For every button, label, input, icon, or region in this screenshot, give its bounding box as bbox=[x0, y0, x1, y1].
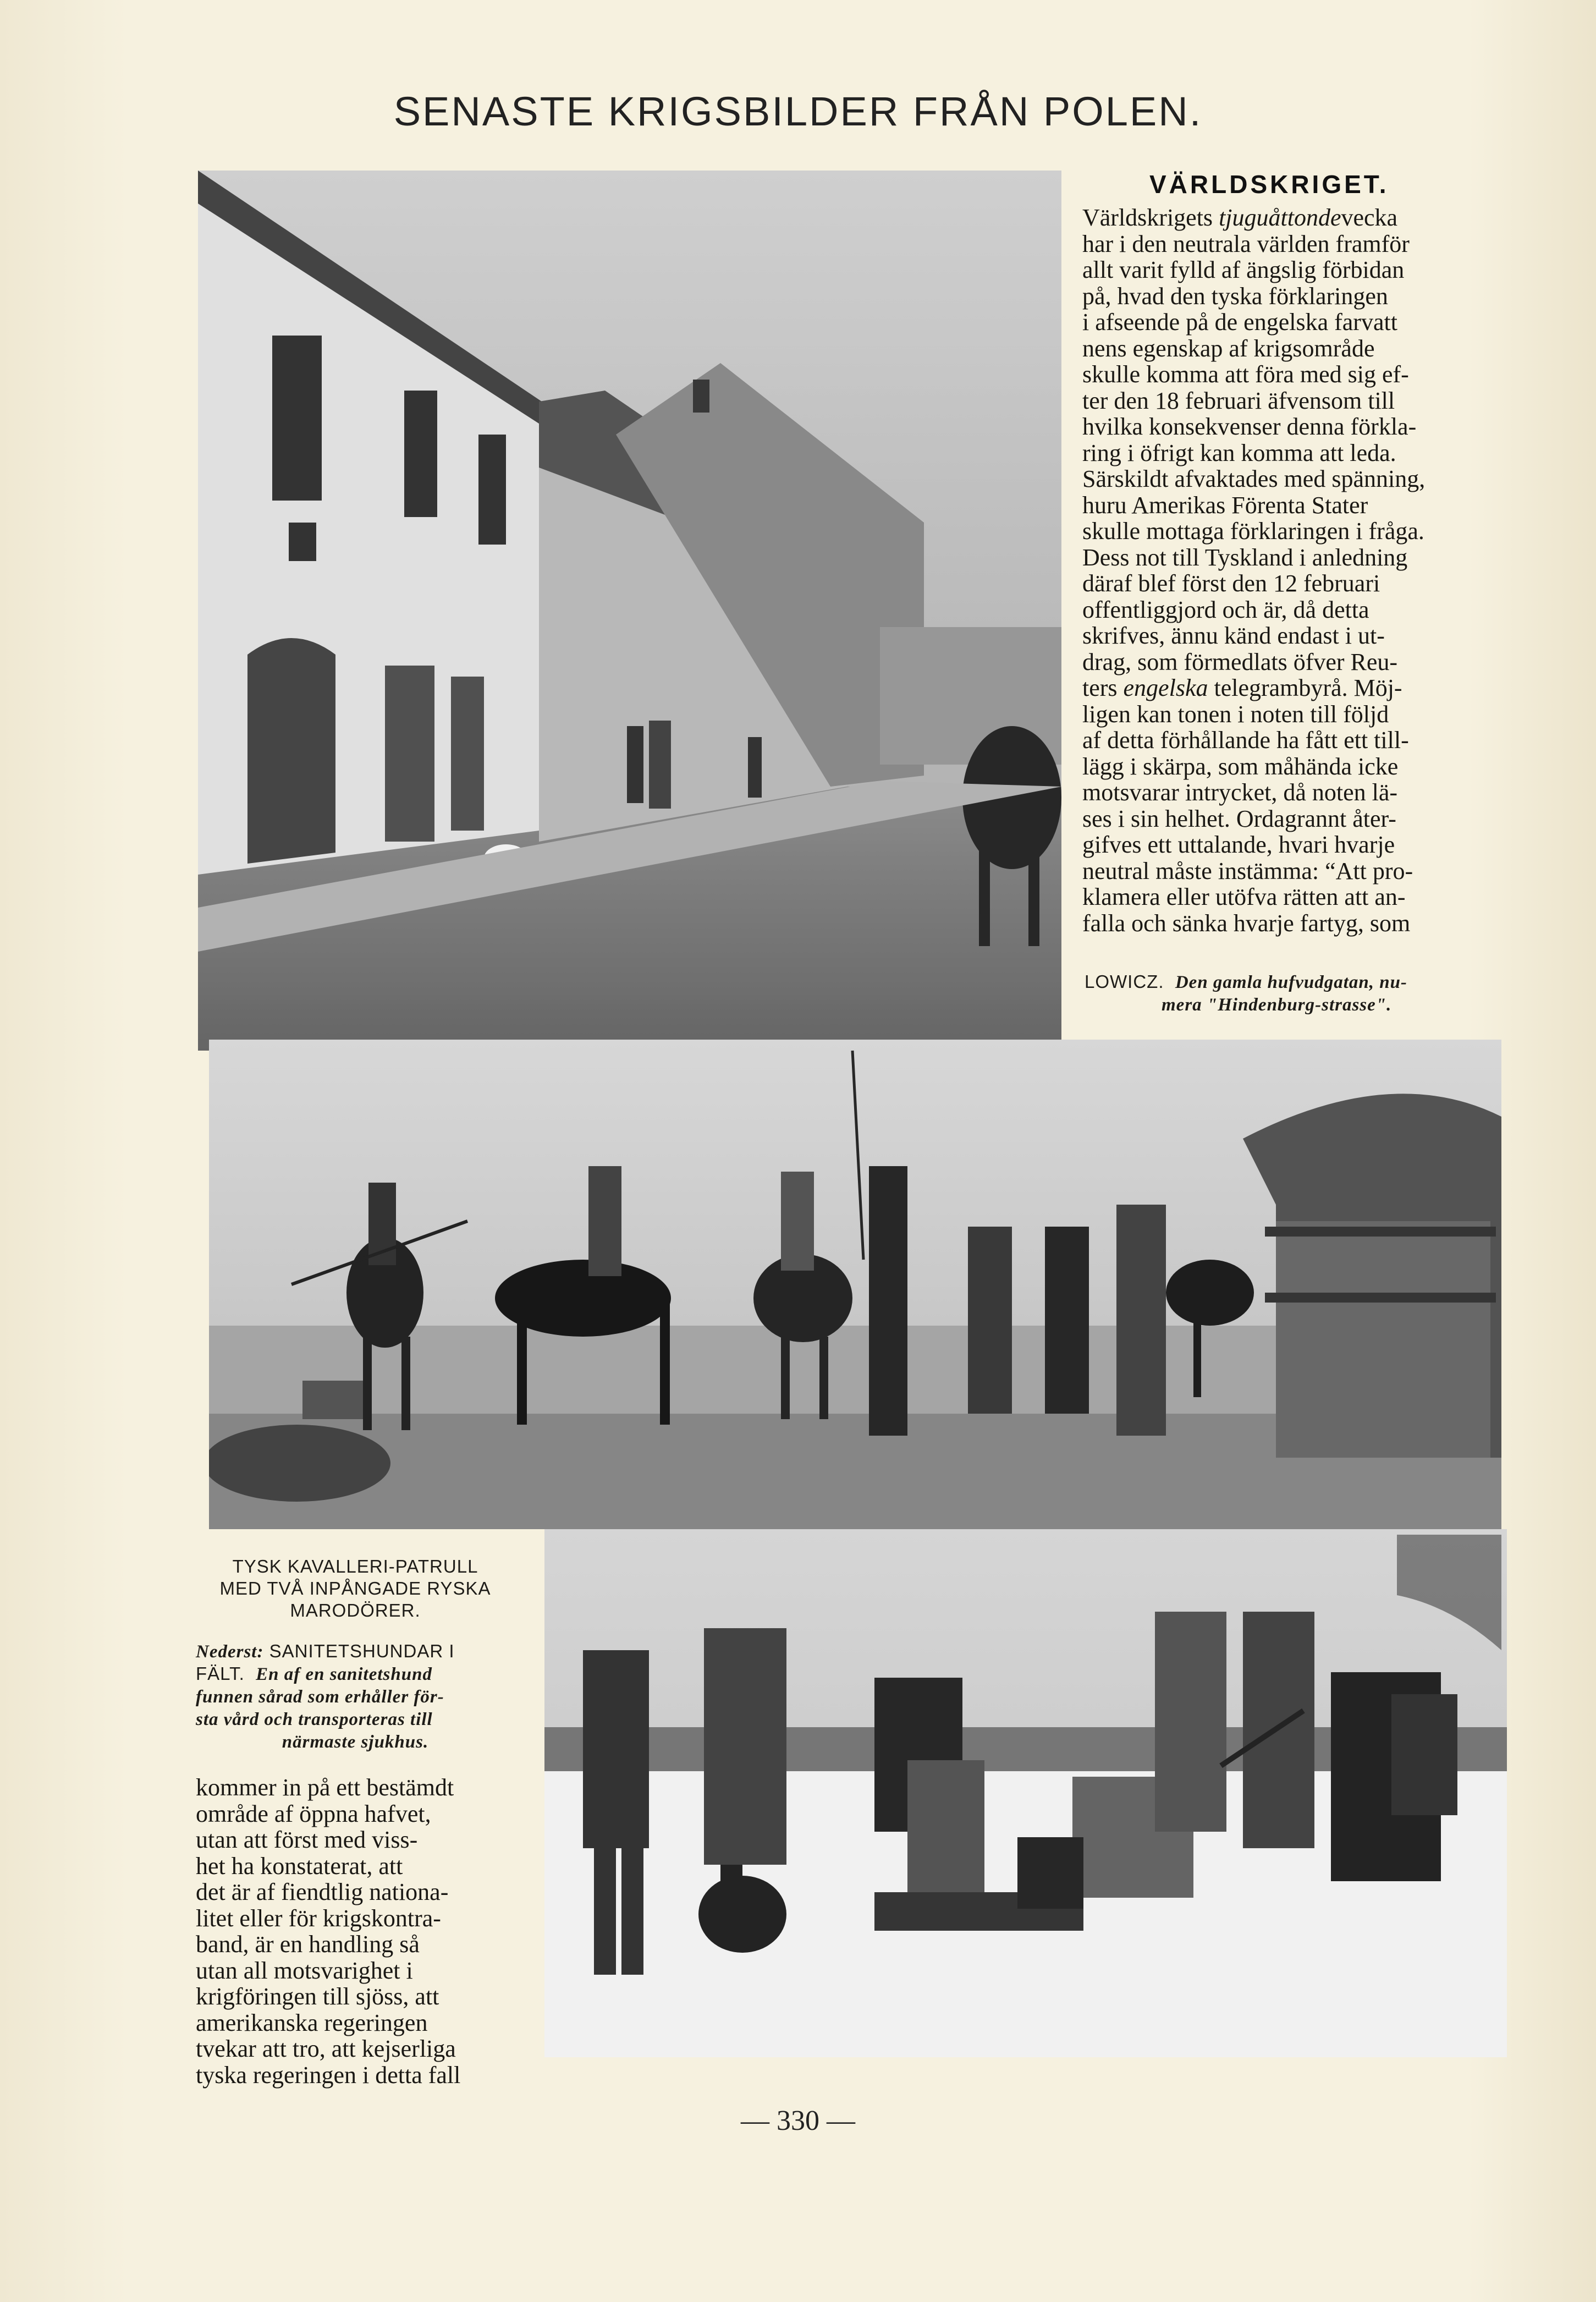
article-column-2 bbox=[196, 1774, 511, 2088]
col1-line: drag, som förmedlats öfver Reu- bbox=[1082, 648, 1398, 675]
col2-line: tyska regeringen i detta fall bbox=[196, 2061, 461, 2089]
caption-dogs-line4 bbox=[196, 1708, 515, 1730]
street-photo-drawing bbox=[198, 171, 1061, 1051]
col1-line: skulle komma att föra med sig ef- bbox=[1082, 361, 1409, 388]
col1-line: Särskildt afvaktades med spänning, bbox=[1082, 465, 1426, 492]
dogs-photo-drawing bbox=[544, 1529, 1507, 2057]
col1-line: offentliggjord och är, då detta bbox=[1082, 596, 1369, 623]
col1-line: huru Amerikas Förenta Stater bbox=[1082, 491, 1368, 519]
caption-dogs-line3 bbox=[196, 1685, 515, 1708]
col1-line: lägg i skärpa, som måhända icke bbox=[1082, 752, 1399, 780]
caption-patrol-line2: MED TVÅ INPÅNGADE RYSKA bbox=[219, 1578, 491, 1598]
col1-line: neutral måste instämma: “Att pro- bbox=[1082, 857, 1413, 884]
col1-line: hvilka konsekvenser denna förkla- bbox=[1082, 413, 1417, 440]
caption-dogs-text2: funnen sårad som erhåller för- bbox=[196, 1687, 444, 1707]
caption-dogs-line2 bbox=[196, 1663, 515, 1685]
caption-patrol-line3: MARODÖRER. bbox=[290, 1600, 421, 1620]
caption-dogs-text1: En af en sanitetshund bbox=[256, 1664, 432, 1684]
col1-line: allt varit fylld af ängslig förbidan bbox=[1082, 256, 1405, 283]
col1-lead-italic: tjuguåttonde bbox=[1219, 204, 1341, 231]
col2-line: litet eller för krigskontra- bbox=[196, 1904, 441, 1932]
photo-sanitary-dogs bbox=[544, 1529, 1507, 2057]
col1-line: däraf blef först den 12 februari bbox=[1082, 570, 1380, 597]
caption-lowicz-place: LOWICZ. bbox=[1085, 971, 1164, 992]
caption-lowicz-line2 bbox=[1085, 993, 1481, 1016]
col2-line: amerikanska regeringen bbox=[196, 2009, 428, 2036]
photo-cavalry-patrol bbox=[209, 1040, 1501, 1529]
col1-line: ses i sin helhet. Ordagrannt åter- bbox=[1082, 805, 1396, 832]
col1-first-line bbox=[1082, 205, 1452, 231]
col1-line: gifves ett uttalande, hvari hvarje bbox=[1082, 831, 1395, 858]
cavalry-photo-drawing bbox=[209, 1040, 1501, 1529]
caption-dogs-title2: FÄLT. bbox=[196, 1663, 245, 1684]
caption-dogs-title1: SANITETSHUNDAR I bbox=[269, 1641, 455, 1661]
caption-lowicz bbox=[1085, 971, 1481, 1016]
caption-dogs-line5 bbox=[196, 1730, 515, 1753]
col2-line: tvekar att tro, att kejserliga bbox=[196, 2035, 456, 2062]
col2-line: det är af fiendtlig nationa- bbox=[196, 1878, 449, 1905]
article-heading: VÄRLDSKRIGET. bbox=[1149, 170, 1389, 199]
col1-line: ring i öfrigt kan komma att leda. bbox=[1082, 439, 1396, 466]
caption-patrol-line1: TYSK KAVALLERI-PATRULL bbox=[232, 1556, 478, 1576]
col1-line: klamera eller utöfva rätten att an- bbox=[1082, 883, 1406, 910]
col1-reuter-italic: engelska bbox=[1123, 674, 1208, 701]
col2-line: kommer in på ett bestämdt bbox=[196, 1774, 454, 1801]
caption-lowicz-line1 bbox=[1085, 971, 1481, 993]
col2-line: krigföringen till sjöss, att bbox=[196, 1983, 439, 2010]
col1-line: i afseende på de engelska farvatt bbox=[1082, 309, 1397, 336]
caption-lowicz-text1: Den gamla hufvudgatan, nu- bbox=[1175, 973, 1407, 992]
caption-dogs-text4: närmaste sjukhus. bbox=[282, 1732, 429, 1752]
col1-line: skrifves, ännu känd endast i ut- bbox=[1082, 622, 1385, 649]
col1-line: motsvarar intrycket, då noten lä- bbox=[1082, 779, 1398, 806]
col1-line: af detta förhållande ha fått ett till- bbox=[1082, 727, 1409, 754]
col1-lead: Världskrigets bbox=[1082, 204, 1219, 231]
col1-line-0: vecka bbox=[1341, 204, 1398, 231]
col1-reuter-line bbox=[1082, 675, 1452, 701]
col1-reuter-post: telegrambyrå. Möj- bbox=[1208, 674, 1402, 701]
page-title: SENASTE KRIGSBILDER FRÅN POLEN. bbox=[393, 89, 1203, 134]
caption-lowicz-text2: mera "Hindenburg-strasse". bbox=[1162, 995, 1392, 1015]
photo-lowicz-street bbox=[198, 171, 1061, 1051]
caption-dogs-text3: sta vård och transporteras till bbox=[196, 1710, 433, 1729]
col1-reuter-pre: ters bbox=[1082, 674, 1124, 701]
col2-line: band, är en handling så bbox=[196, 1931, 420, 1958]
col2-line: utan att först med viss- bbox=[196, 1826, 418, 1853]
caption-dogs bbox=[196, 1640, 515, 1753]
col1-line: har i den neutrala världen framför bbox=[1082, 230, 1410, 257]
article-column-1 bbox=[1082, 205, 1452, 936]
col1-line: falla och sänka hvarje fartyg, som bbox=[1082, 909, 1411, 937]
col1-line: på, hvad den tyska förklaringen bbox=[1082, 282, 1388, 310]
caption-dogs-line1 bbox=[196, 1640, 515, 1663]
caption-dogs-prefix: Nederst: bbox=[196, 1642, 264, 1662]
col1-line: skulle mottaga förklaringen i fråga. bbox=[1082, 518, 1424, 545]
col2-line: område af öppna hafvet, bbox=[196, 1800, 431, 1827]
col1-line: nens egenskap af krigsområde bbox=[1082, 334, 1375, 362]
col1-line: Dess not till Tyskland i anledning bbox=[1082, 543, 1408, 571]
col1-line: ligen kan tonen i noten till följd bbox=[1082, 700, 1389, 728]
col2-line: het ha konstaterat, att bbox=[196, 1852, 403, 1880]
col1-line: ter den 18 februari äfvensom till bbox=[1082, 387, 1395, 414]
page-number: — 330 — bbox=[741, 2105, 855, 2136]
caption-patrol bbox=[196, 1556, 515, 1622]
col2-line: utan all motsvarighet i bbox=[196, 1957, 413, 1984]
